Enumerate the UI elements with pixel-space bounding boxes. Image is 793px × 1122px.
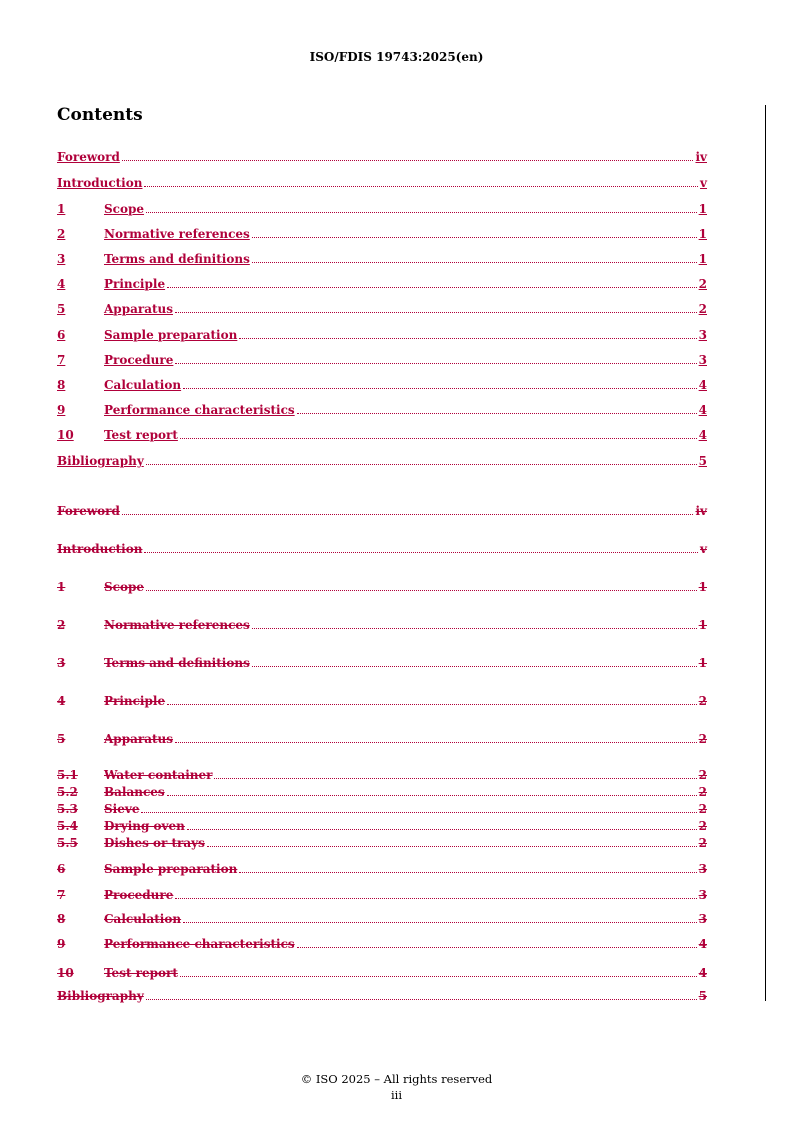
toc-entry-label: Introduction	[57, 176, 143, 190]
toc-entry-label: Bibliography	[57, 454, 144, 468]
toc-entry-page: 1	[698, 227, 707, 241]
toc-entry-label: Bibliography	[57, 989, 144, 1003]
toc-entry[interactable]	[57, 884, 707, 902]
toc-entry-page: 1	[698, 202, 707, 216]
toc-entry-number: 3	[57, 252, 66, 266]
toc-entry[interactable]	[57, 690, 707, 708]
toc-entry-label: Terms and definitions	[104, 656, 250, 670]
toc-entry[interactable]	[57, 576, 707, 594]
toc-entry-label: Test report	[104, 966, 178, 980]
toc-entry-number: 5	[57, 732, 66, 746]
toc-entry-page: 3	[698, 888, 707, 902]
toc-entry-page: 4	[698, 378, 707, 392]
toc-entry[interactable]	[57, 538, 707, 556]
toc-entry-label: Procedure	[104, 353, 174, 367]
toc-entry[interactable]	[57, 933, 707, 951]
toc-entry-page: 3	[698, 353, 707, 367]
toc-entry-page: v	[700, 176, 707, 190]
toc-entry-page: 2	[698, 768, 707, 782]
toc-entry[interactable]	[57, 374, 707, 392]
dot-leader	[183, 387, 697, 389]
toc-entry-page: 1	[698, 656, 707, 670]
toc-entry-number: 4	[57, 694, 66, 708]
toc-entry-number: 3	[57, 656, 66, 670]
toc-entry-number: 2	[57, 227, 66, 241]
toc-entry-number: 6	[57, 328, 66, 342]
toc-entry-label: Scope	[104, 202, 145, 216]
toc-entry-label: Test report	[104, 428, 178, 442]
toc-entry[interactable]	[57, 273, 707, 291]
dot-leader	[122, 159, 694, 161]
toc-entry-label: Scope	[104, 580, 145, 594]
dot-leader	[252, 665, 697, 667]
toc-entry[interactable]	[57, 985, 707, 1003]
toc-entry-label: Balances	[104, 785, 165, 799]
toc-entry-number: 5.5	[57, 836, 78, 850]
dot-leader	[146, 463, 697, 465]
toc-entry-number: 7	[57, 353, 66, 367]
toc-entry-label: Terms and definitions	[104, 252, 250, 266]
toc-entry[interactable]	[57, 172, 707, 190]
dot-leader	[141, 811, 696, 813]
dot-leader	[214, 777, 696, 779]
toc-entry-page: 1	[698, 580, 707, 594]
toc-entry[interactable]	[57, 450, 707, 468]
dot-leader	[167, 286, 697, 288]
toc-entry[interactable]	[57, 298, 707, 316]
dot-leader	[175, 311, 697, 313]
toc-entry-number: 9	[57, 403, 66, 417]
dot-leader	[175, 362, 696, 364]
toc-entry-page: 2	[698, 732, 707, 746]
toc-entry-page: 2	[698, 802, 707, 816]
toc-entry-label: Apparatus	[104, 732, 173, 746]
toc-entry-page: 3	[698, 912, 707, 926]
toc-entry-page: iv	[695, 150, 707, 164]
toc-entry-page: 3	[698, 862, 707, 876]
toc-entry-number: 10	[57, 428, 74, 442]
dot-leader	[175, 741, 697, 743]
toc-entry[interactable]	[57, 614, 707, 632]
dot-leader	[297, 946, 697, 948]
toc-entry-number: 4	[57, 277, 66, 291]
dot-leader	[175, 897, 696, 899]
toc-entry-number: 5	[57, 302, 66, 316]
dot-leader	[297, 412, 697, 414]
toc-entry-label: Calculation	[104, 912, 182, 926]
toc-entry-page: 1	[698, 252, 707, 266]
dot-leader	[180, 437, 697, 439]
dot-leader	[167, 794, 697, 796]
dot-leader	[252, 261, 697, 263]
toc-entry[interactable]	[57, 832, 707, 850]
dot-leader	[180, 975, 697, 977]
toc-entry[interactable]	[57, 728, 707, 746]
page-title: Contents	[57, 105, 143, 125]
toc-entry-number: 6	[57, 862, 66, 876]
toc-entry-page: 2	[698, 819, 707, 833]
toc-entry-label: Drying oven	[104, 819, 185, 833]
dot-leader	[122, 513, 694, 515]
toc-entry-page: 4	[698, 403, 707, 417]
toc-entry[interactable]	[57, 248, 707, 266]
toc-entry-label: Introduction	[57, 542, 143, 556]
toc-entry[interactable]	[57, 146, 707, 164]
toc-entry-page: 2	[698, 785, 707, 799]
toc-entry-number: 1	[57, 580, 66, 594]
toc-entry[interactable]	[57, 652, 707, 670]
toc-entry[interactable]	[57, 324, 707, 342]
dot-leader	[167, 703, 697, 705]
toc-entry-label: Normative references	[104, 227, 250, 241]
toc-entry-page: 4	[698, 428, 707, 442]
dot-leader	[252, 627, 697, 629]
toc-entry-page: 4	[698, 937, 707, 951]
toc-entry-page: 4	[698, 966, 707, 980]
toc-entry-page: iv	[695, 504, 707, 518]
toc-entry-page: 1	[698, 618, 707, 632]
toc-entry-label: Normative references	[104, 618, 250, 632]
toc-entry[interactable]	[57, 223, 707, 241]
change-bar	[765, 105, 766, 1001]
toc-entry[interactable]	[57, 798, 707, 816]
toc-entry[interactable]	[57, 424, 707, 442]
toc-entry-label: Performance characteristics	[104, 403, 295, 417]
toc-entry-page: v	[700, 542, 707, 556]
dot-leader	[144, 551, 698, 553]
toc-entry-number: 5.2	[57, 785, 78, 799]
dot-leader	[252, 236, 697, 238]
footer-copyright: © ISO 2025 – All rights reserved	[300, 1072, 493, 1086]
toc-entry[interactable]	[57, 349, 707, 367]
toc-entry-number: 10	[57, 966, 74, 980]
toc-entry-number: 9	[57, 937, 66, 951]
toc-entry-label: Sieve	[104, 802, 140, 816]
footer-page-number: iii	[390, 1088, 403, 1102]
toc-entry[interactable]	[57, 781, 707, 799]
toc-entry-label: Sample preparation	[104, 862, 238, 876]
toc-entry-number: 5.3	[57, 802, 78, 816]
toc-entry-page: 3	[698, 328, 707, 342]
toc-entry-number: 1	[57, 202, 66, 216]
document-header: ISO/FDIS 19743:2025(en)	[309, 50, 484, 64]
toc-entry-label: Performance characteristics	[104, 937, 295, 951]
toc-entry-page: 2	[698, 694, 707, 708]
dot-leader	[146, 211, 697, 213]
toc-entry[interactable]	[57, 908, 707, 926]
dot-leader	[146, 998, 697, 1000]
toc-entry-page: 2	[698, 302, 707, 316]
toc-entry-page: 2	[698, 836, 707, 850]
toc-entry[interactable]	[57, 500, 707, 518]
toc-entry-label: Apparatus	[104, 302, 173, 316]
toc-entry-number: 2	[57, 618, 66, 632]
toc-entry-number: 8	[57, 378, 66, 392]
toc-entry-label: Principle	[104, 277, 166, 291]
toc-entry-number: 8	[57, 912, 66, 926]
dot-leader	[146, 589, 697, 591]
toc-entry-page: 5	[698, 989, 707, 1003]
dot-leader	[144, 185, 698, 187]
toc-entry[interactable]	[57, 815, 707, 833]
toc-entry-label: Water container	[104, 768, 213, 782]
toc-entry[interactable]	[57, 198, 707, 216]
dot-leader	[207, 845, 697, 847]
toc-entry-label: Calculation	[104, 378, 182, 392]
toc-entry-label: Procedure	[104, 888, 174, 902]
toc-entry-label: Sample preparation	[104, 328, 238, 342]
toc-entry-label: Dishes or trays	[104, 836, 205, 850]
toc-entry-label: Foreword	[57, 504, 120, 518]
toc-entry-number: 5.4	[57, 819, 78, 833]
toc-entry[interactable]	[57, 764, 707, 782]
toc-entry[interactable]	[57, 962, 707, 980]
toc-entry-number: 5.1	[57, 768, 78, 782]
toc-entry[interactable]	[57, 858, 707, 876]
toc-entry-page: 2	[698, 277, 707, 291]
dot-leader	[183, 921, 697, 923]
toc-entry-label: Principle	[104, 694, 166, 708]
toc-entry-label: Foreword	[57, 150, 120, 164]
toc-entry-page: 5	[698, 454, 707, 468]
toc-entry[interactable]	[57, 399, 707, 417]
dot-leader	[187, 828, 697, 830]
dot-leader	[239, 337, 696, 339]
dot-leader	[239, 871, 696, 873]
toc-entry-number: 7	[57, 888, 66, 902]
